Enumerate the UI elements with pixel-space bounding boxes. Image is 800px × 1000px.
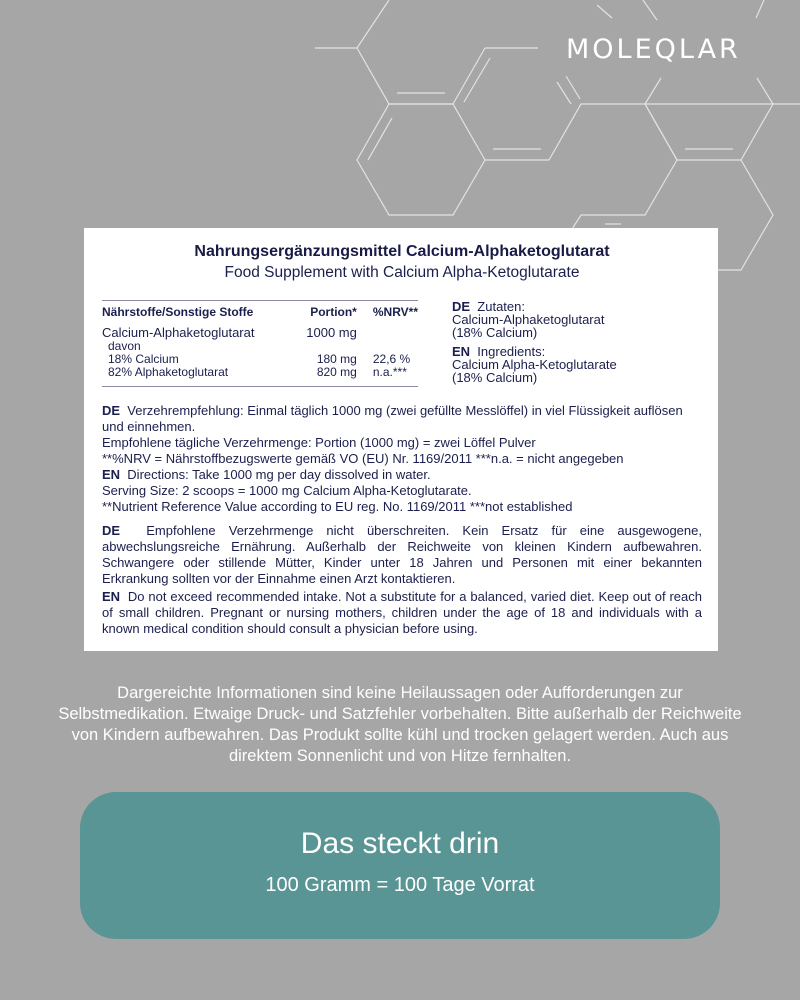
ingredients-en-line2: (18% Calcium): [452, 370, 538, 385]
banner-title: Das steckt drin: [300, 827, 500, 860]
product-label: [84, 228, 718, 651]
ingredients-en: [452, 345, 617, 384]
warnings-en-text: Do not exceed recommended intake. Not a substitute for a balanced, varied diet. Keep out of reach of small children. Pregnant or nursing mothers, children under the age of 18 and individuals with a known medical condition should consult a physician before using.: [102, 589, 702, 636]
ingredients-de-heading: Zutaten:: [477, 299, 525, 314]
warnings-block: [102, 523, 702, 637]
directions-de-text: Verzehrempfehlung: Einmal täglich 1000 mg (zwei gefüllte Messlöffel) in viel Flüssigkeit auflösen und einnehmen.: [102, 403, 683, 434]
row-name: davon: [108, 339, 141, 353]
lang-tag-en: EN: [102, 467, 121, 482]
label-title-de: Nahrungsergänzungsmittel Calcium-Alphaketoglutarat: [194, 243, 610, 260]
header-nutrients: Nährstoffe/Sonstige Stoffe: [102, 305, 254, 319]
row-nrv: 22,6 %: [372, 352, 411, 366]
row-name: 18% Calcium: [108, 352, 179, 366]
nrv-note-de: **%NRV = Nährstoffbezugswerte gemäß VO (EU) Nr. 1169/2011 ***n.a. = nicht angegeben: [102, 451, 624, 466]
lang-tag-de: DE: [102, 403, 121, 418]
directions-en-text: Directions: Take 1000 mg per day dissolved in water.: [127, 467, 431, 482]
serving-en: Serving Size: 2 scoops = 1000 mg Calcium Alpha-Ketoglutarate.: [102, 483, 472, 498]
ingredients-de-line1: Calcium-Alphaketoglutarat: [452, 312, 605, 327]
header-nrv: %NRV**: [372, 305, 418, 319]
row-nrv: [367, 325, 418, 340]
ingredients-de: [452, 300, 617, 339]
header-portion: Portion*: [310, 305, 357, 319]
row-name: Calcium-Alphaketoglutarat: [102, 325, 255, 340]
table-row: [102, 366, 418, 386]
warnings-de-text: Empfohlene Verzehrmenge nicht überschreiten. Kein Ersatz für eine ausgewogene, abwechslungsreiche Ernährung. Außerhalb der Reichweite von kleinen Kindern aufbewahren. Schwangere oder stillende Mütter, Kinder unter 18 Jahren und Personen mit einer bekannten Erkrankung sollten vor der Einnahme einen Arzt kontaktieren.: [102, 523, 702, 586]
ingredients-en-line1: Calcium Alpha-Ketoglutarate: [452, 357, 617, 372]
label-title-en: Food Supplement with Calcium Alpha-Ketoglutarate: [224, 264, 580, 281]
label-top-row: [102, 300, 702, 390]
row-name: 82% Alphaketoglutarat: [108, 365, 229, 379]
ingredients-de-line2: (18% Calcium): [452, 325, 538, 340]
contents-banner: [80, 792, 720, 939]
warnings-en: [102, 589, 702, 637]
directions-en: [102, 467, 702, 483]
warnings-de: [102, 523, 702, 587]
table-row: [102, 325, 418, 340]
banner-subtitle: 100 Gramm = 100 Tage Vorrat: [265, 874, 535, 896]
lang-tag-en: EN: [452, 344, 471, 359]
serving-de: Empfohlene tägliche Verzehrmenge: Portion (1000 mg) = zwei Löffel Pulver: [102, 435, 536, 450]
row-portion: 820 mg: [316, 365, 357, 379]
nrv-note-en: **Nutrient Reference Value according to EU reg. No. 1169/2011 ***not established: [102, 499, 573, 514]
row-portion: 1000 mg: [306, 325, 357, 340]
nutrition-table: [102, 300, 418, 390]
row-nrv: n.a.***: [372, 365, 407, 379]
row-portion: 180 mg: [316, 352, 357, 366]
directions-block: [102, 403, 702, 515]
ingredients-block: [452, 300, 617, 390]
table-bottom-rule: [102, 386, 418, 387]
lang-tag-de: DE: [102, 523, 121, 538]
disclaimer-text: Dargereichte Informationen sind keine Heilaussagen oder Aufforderungen zur Selbstmedikation. Etwaige Druck- und Satzfehler vorbehalten. Bitte außerhalb der Reichweite von Kindern aufbewahren. Das Produkt sollte kühl und trocken gelagert werden. Auch aus direktem Sonnenlicht und von Hitze fernhalten.: [58, 684, 742, 765]
ingredients-en-heading: Ingredients:: [477, 344, 546, 359]
table-header-row: [102, 301, 418, 325]
brand-logo: MOLEQLAR: [566, 34, 741, 65]
lang-tag-de: DE: [452, 299, 471, 314]
directions-de: [102, 403, 702, 435]
lang-tag-en: EN: [102, 589, 121, 604]
